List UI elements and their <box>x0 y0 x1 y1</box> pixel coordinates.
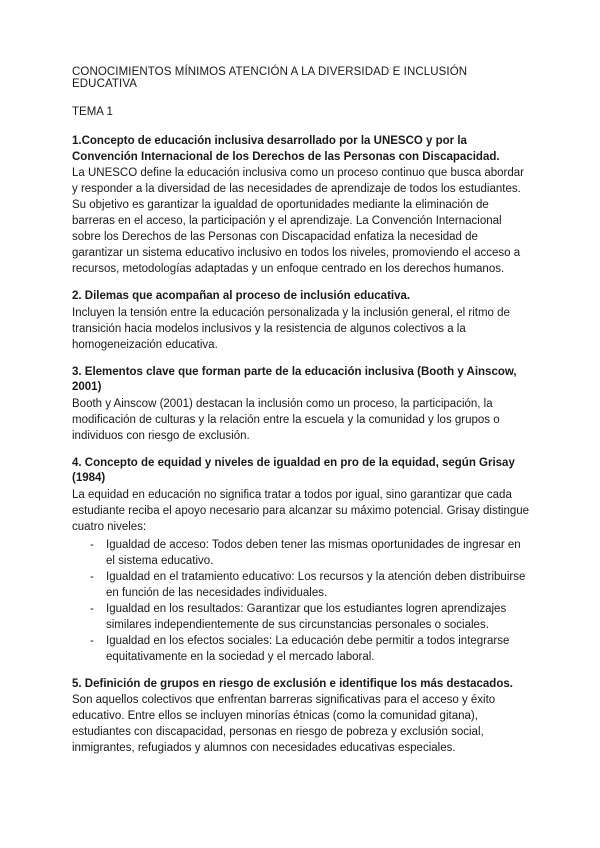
section-heading: 5. Definición de grupos en riesgo de exclusión e identifique los más destacados. <box>72 677 513 690</box>
section-5 <box>72 677 532 757</box>
equality-levels-list <box>72 537 532 665</box>
section-body: Son aquellos colectivos que enfrentan barreras significativas para el acceso y éxito educativo. Entre ellos se incluyen minorías étnicas (como la comunidad gitana), estudiantes con discapacidad, personas en riesgo de pobreza y exclusión social, inmigrantes, refugiados y alumnos con necesidades educativas especiales. <box>72 694 496 754</box>
list-item: - Igualdad de acceso: Todos deben tener las mismas oportunidades de ingresar en el sistema educativo. <box>72 537 532 569</box>
section-body: La equidad en educación no significa tratar a todos por igual, sino garantizar que cada estudiante reciba el apoyo necesario para alcanzar su máximo potencial. Grisay distingue cuatro niveles: <box>72 488 530 533</box>
document-title: CONOCIMIENTOS MÍNIMOS ATENCIÓN A LA DIVERSIDAD E INCLUSIÓN EDUCATIVA <box>72 66 468 90</box>
section-2 <box>72 289 532 353</box>
section-1 <box>72 134 532 277</box>
section-heading: 3. Elementos clave que forman parte de la educación inclusiva (Booth y Ainscow, 2001) <box>72 365 517 393</box>
list-item: - Igualdad en los resultados: Garantizar que los estudiantes logren aprendizajes similares independientemente de sus circunstancias personales o sociales. <box>72 601 532 633</box>
section-heading: 1.Concepto de educación inclusiva desarrollado por la UNESCO y por la Convención Internacional de los Derechos de las Personas con Discapacidad. <box>72 135 500 163</box>
section-heading: 2. Dilemas que acompañan al proceso de inclusión educativa. <box>72 290 411 302</box>
document-page <box>72 66 532 768</box>
list-item: - Igualdad en los efectos sociales: La educación debe permitir a todos integrarse equitativamente en la sociedad y el mercado laboral. <box>72 633 532 665</box>
section-body: Booth y Ainscow (2001) destacan la inclusión como un proceso, la participación, la modificación de culturas y la relación entre la escuela y la comunidad y los grupos o individuos con riesgo de exclusión. <box>72 397 500 442</box>
section-4 <box>72 456 532 665</box>
list-item: - Igualdad en el tratamiento educativo: Los recursos y la atención deben distribuirse en función de las necesidades individuales. <box>72 569 532 601</box>
section-body: La UNESCO define la educación inclusiva como un proceso continuo que busca abordar y responder a la diversidad de las necesidades de aprendizaje de todos los estudiantes. Su objetivo es garantizar la igualdad de oportunidades mediante la eliminación de barreras en el acceso, la participación y el aprendizaje. La Convención Internacional sobre los Derechos de las Personas con Discapacidad enfatiza la necesidad de garantizar un sistema educativo inclusivo en todos los niveles, promoviendo el acceso a recursos, metodologías adaptadas y un enfoque centrado en los derechos humanos. <box>72 167 524 275</box>
tema-label: TEMA 1 <box>72 106 113 118</box>
section-body: Incluyen la tensión entre la educación personalizada y la inclusión general, el ritmo de transición hacia modelos inclusivos y la resistencia de algunos colectivos a la homogeneización educativa. <box>72 306 510 351</box>
section-heading: 4. Concepto de equidad y niveles de igualdad en pro de la equidad, según Grisay (1984) <box>72 456 515 484</box>
section-3 <box>72 365 532 444</box>
